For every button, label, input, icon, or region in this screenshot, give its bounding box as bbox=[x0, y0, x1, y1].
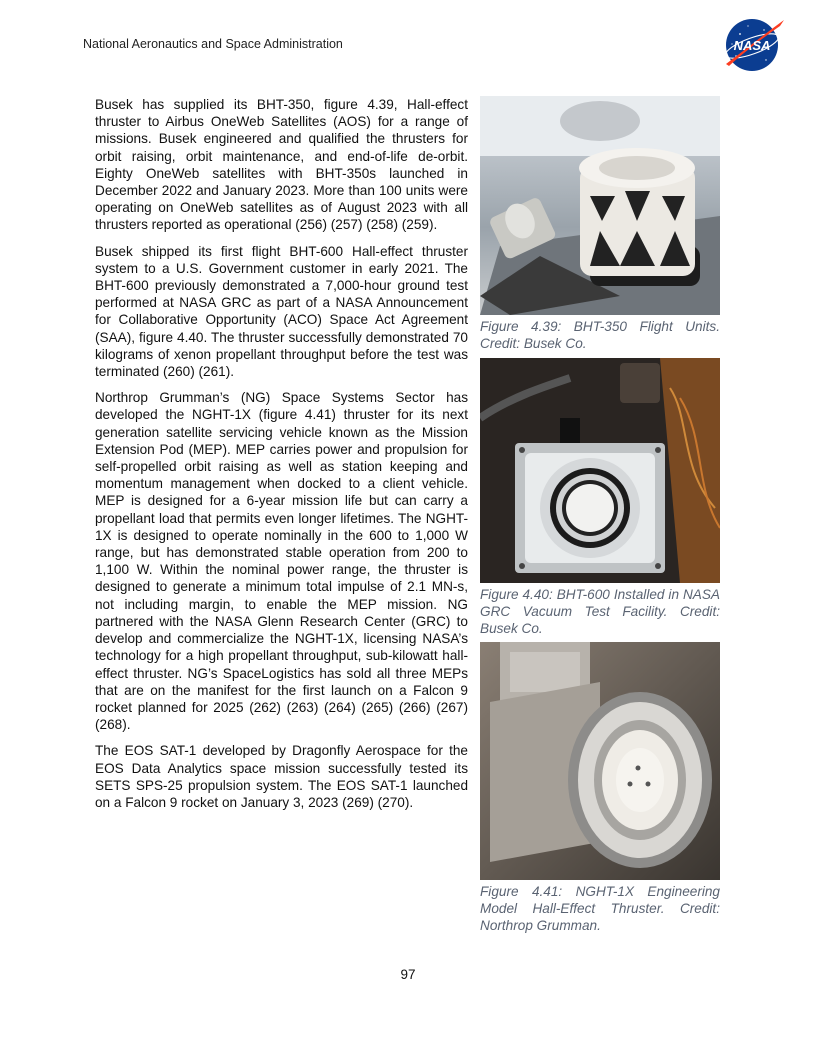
figure-4-40 bbox=[480, 358, 720, 638]
figure-4-39 bbox=[480, 96, 720, 352]
body-paragraph: The EOS SAT-1 developed by Dragonfly Aerospace for the EOS Data Analytics space mission successfully tested its SETS SPS-25 propulsion system. The EOS SAT-1 launched on a Falcon 9 rocket on January 3, 2023 (269) (270). bbox=[95, 743, 468, 810]
body-paragraph: Busek shipped its first flight BHT-600 Hall-effect thruster system to a U.S. Government customer in early 2021. The BHT-600 previously demonstrated a 7,000-hour ground test performed at NASA GRC as part of a NASA Announcement for Collaborative Opportunity (ACO) Space Act Agreement (SAA), figure 4.40. The thruster successfully demonstrated 70 kilograms of xenon propellant throughput before the test was terminated (260) (261). bbox=[95, 243, 468, 380]
figure-caption: Figure 4.41: NGHT-1X Engineering Model Hall-Effect Thruster. Credit: Northrop Grumman. bbox=[480, 884, 720, 934]
logo-wordmark: NASA bbox=[733, 38, 771, 53]
figure-4-41 bbox=[480, 642, 720, 935]
body-text-column bbox=[95, 96, 468, 820]
figure-caption: Figure 4.40: BHT-600 Installed in NASA GRC Vacuum Test Facility. Credit: Busek Co. bbox=[480, 587, 720, 637]
body-paragraph: Northrop Grumman’s (NG) Space Systems Sector has developed the NGHT-1X (figure 4.41) thruster for its next generation satellite servicing vehicle known as the Mission Extension Pod (MEP). MEP carries power and propulsion for self-propelled orbit raising as well as station keeping and momentum management when docked to a client vehicle. MEP is designed for a 6-year mission life but can carry a propellant load that permits even longer lifetimes. The NGHT-1X is designed to operate nominally in the 600 to 1,000 W range, but has demonstrated stable operation from 200 to 1,100 W. Within the nominal power range, the thruster is designed to generate a minimum total impulse of 2.1 MN-s, not including margin, to enable the MEP mission. NG partnered with the NASA Glenn Research Center (GRC) to develop and commercialize the NGHT-1X, licensing NASA’s technology for a high propellant throughput, sub-kilowatt hall-effect thruster. NG’s SpaceLogistics has sold all three MEPs that are on the manifest for the first launch on a Falcon 9 rocket planned for 2025 (262) (263) (264) (265) (266) (267) (268). bbox=[95, 390, 468, 733]
body-paragraph: Busek has supplied its BHT-350, figure 4.39, Hall-effect thruster to Airbus OneWeb Satellites (AOS) for a range of missions. Busek engineered and qualified the thrusters for orbit raising, orbit maintenance, and end-of-life de-orbit. Eighty OneWeb satellites with BHT-350s launched in December 2022 and January 2023. More than 100 units were operating on OneWeb satellites as of August 2023 with all thrusters reported as operational (256) (257) (258) (259). bbox=[95, 97, 468, 233]
page-number: 97 bbox=[400, 967, 416, 982]
header-org-name: National Aeronautics and Space Administration bbox=[83, 37, 343, 51]
bht-600-photo bbox=[480, 358, 720, 583]
nght-1x-photo bbox=[480, 642, 720, 880]
nasa-logo bbox=[720, 14, 788, 74]
figure-caption: Figure 4.39: BHT-350 Flight Units. Credit: Busek Co. bbox=[480, 319, 720, 352]
bht-350-photo bbox=[480, 96, 720, 315]
